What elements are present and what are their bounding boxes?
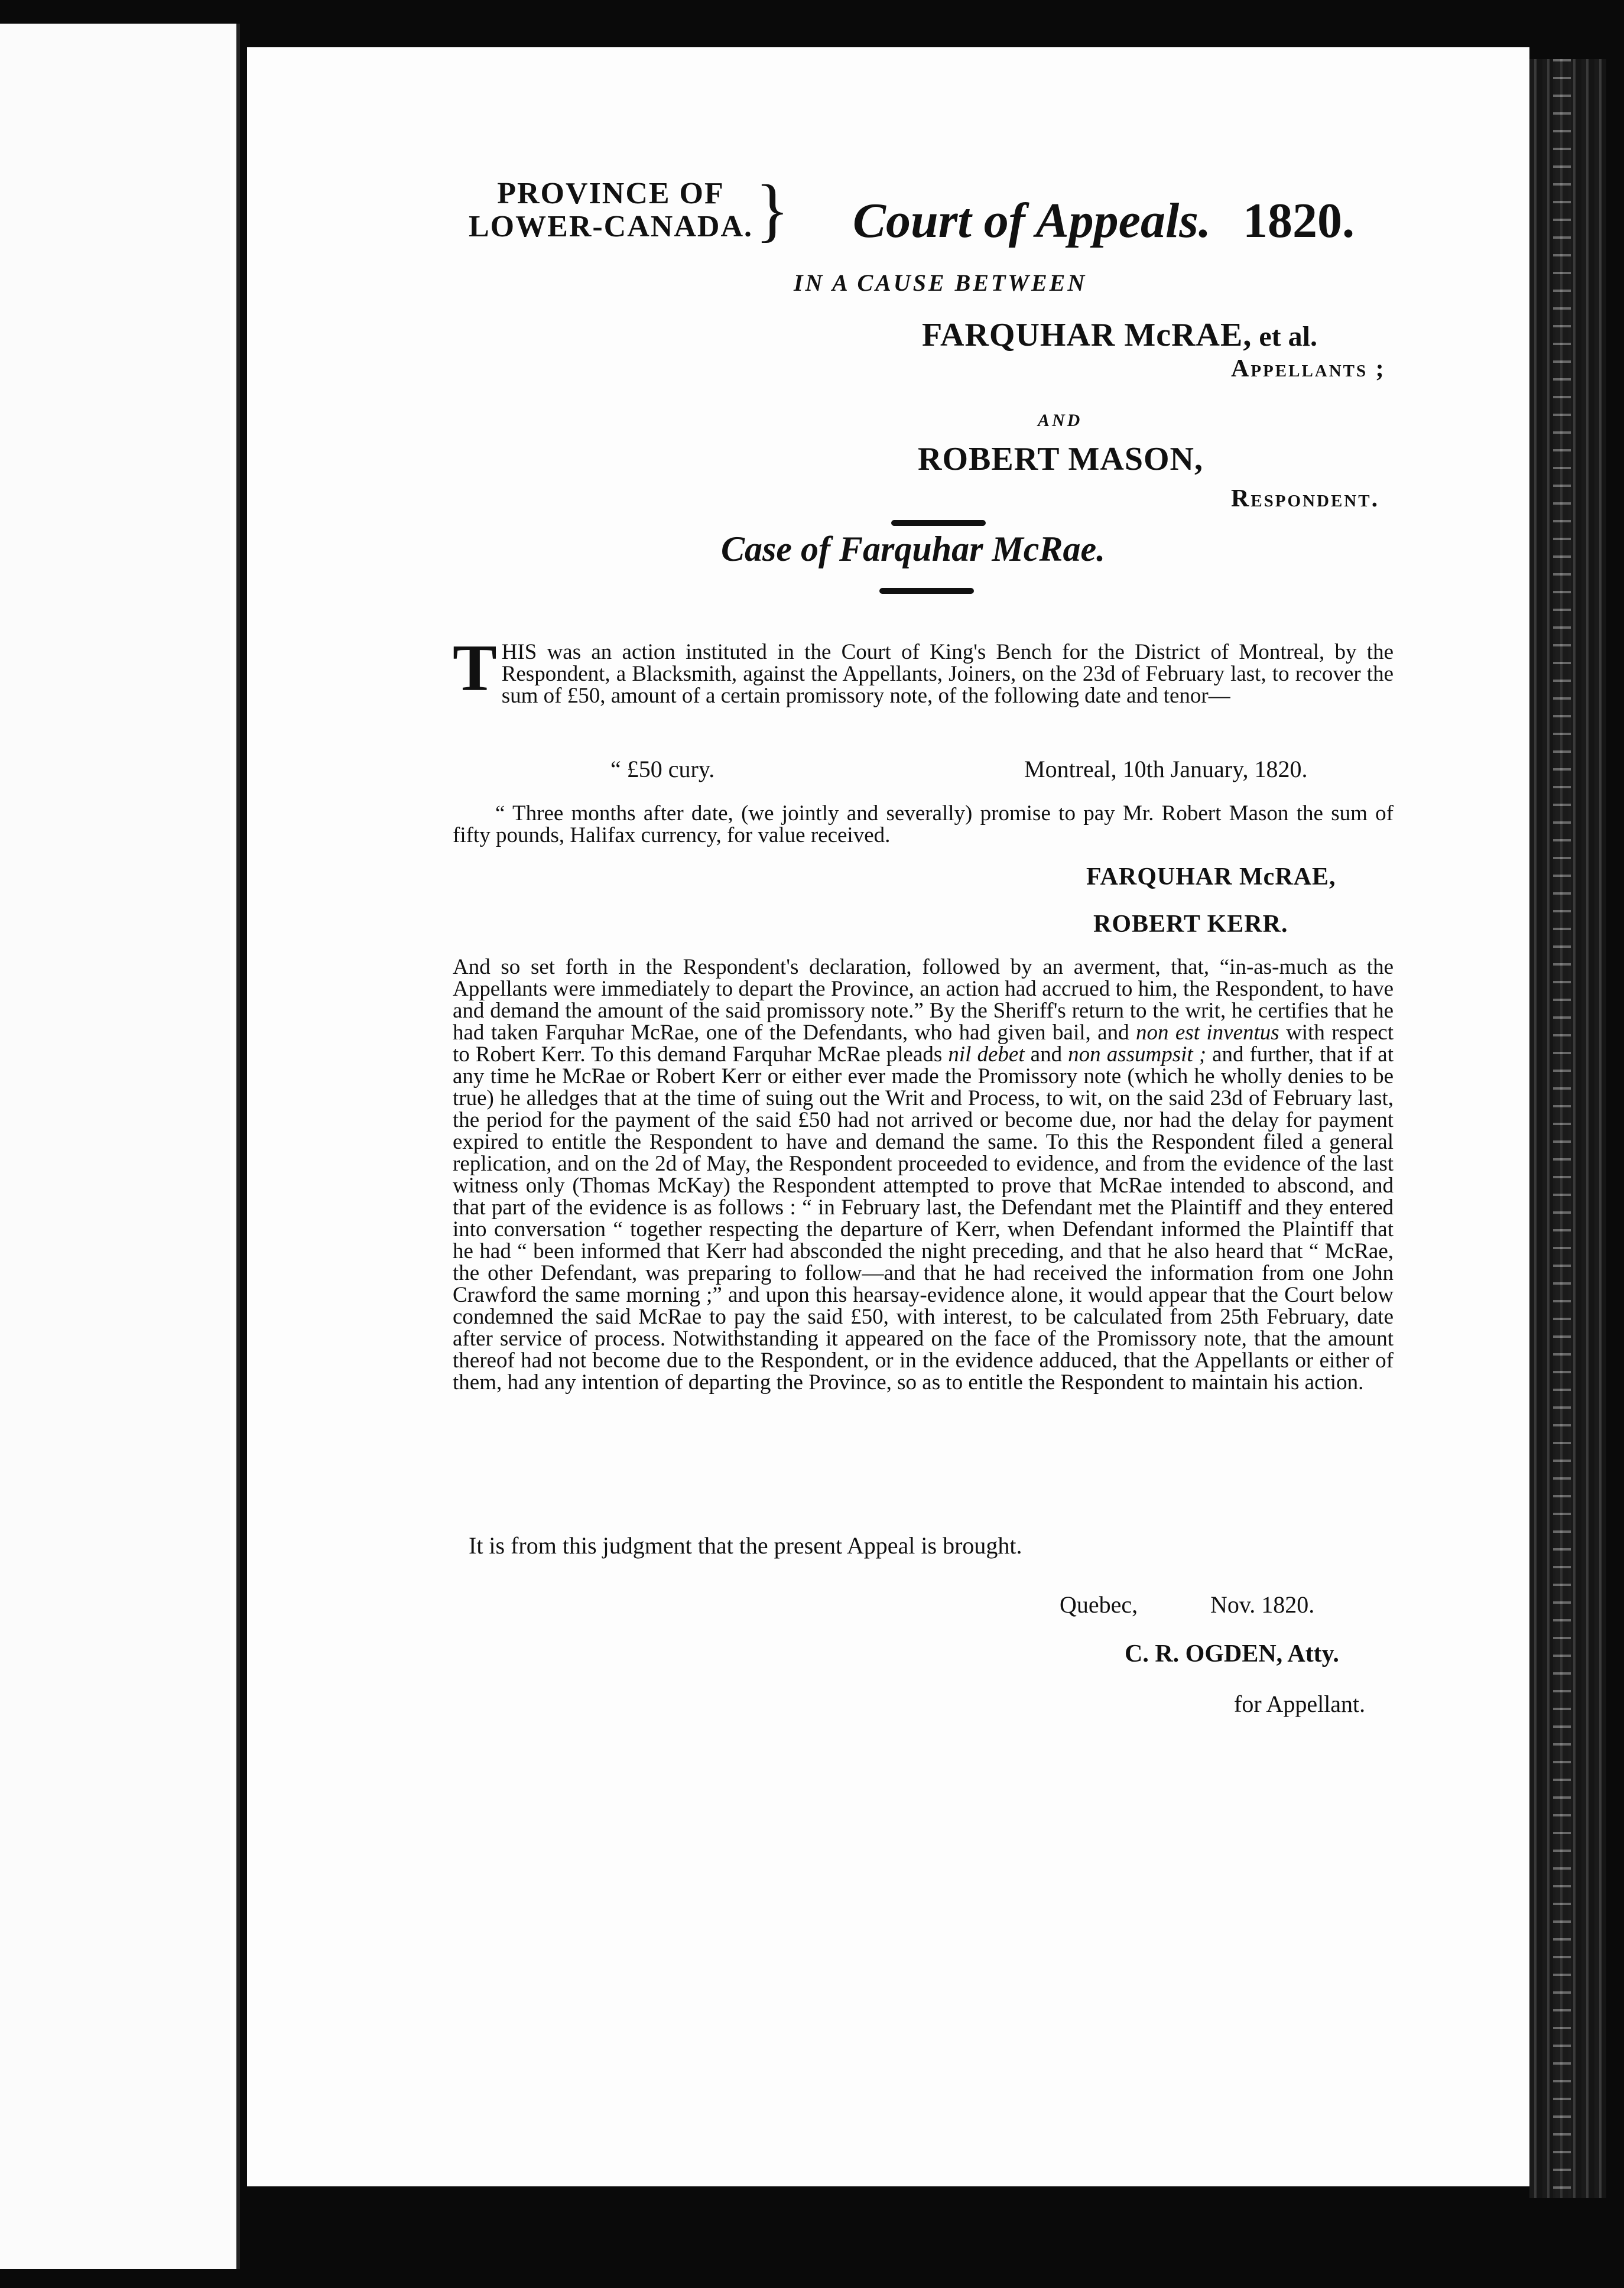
left-page-edge xyxy=(0,24,240,2269)
para2-part3: and xyxy=(1024,1042,1068,1067)
court-year: 1820. xyxy=(1243,193,1355,248)
appellant-name-text: FARQUHAR McRAE, xyxy=(922,317,1252,353)
para2-part2: with respect to Robert Kerr. To this demand Farquhar McRae pleads xyxy=(453,1020,1394,1067)
for-appellant: for Appellant. xyxy=(1234,1691,1366,1717)
divider-rule-top xyxy=(891,520,986,526)
note-text: “ Three months after date, (we jointly and severally) promise to pay Mr. Robert Mason the sum of fifty pounds, Halifax currency, for value received. xyxy=(453,801,1394,847)
province-line-2: LOWER-CANADA. xyxy=(469,210,753,243)
heading-brace: } xyxy=(755,170,790,249)
note-signer-1: FARQUHAR McRAE, xyxy=(1086,863,1336,890)
paragraph-intro-text: HIS was an action instituted in the Court of King's Bench for the District of Montreal, by the Respondent, a Blacksmith, against the Appellants, Joiners, on the 23d of February last, to recover the sum of £50, amount of a certain promissory note, of the following date and tenor— xyxy=(501,640,1394,708)
document-page xyxy=(247,47,1529,2186)
attorney-signature: C. R. OGDEN, Atty. xyxy=(1125,1640,1339,1668)
para2-italic-1: non est inventus xyxy=(1135,1020,1279,1045)
drop-cap: T xyxy=(453,632,497,705)
appellant-suffix: et al. xyxy=(1252,321,1317,352)
para2-part4: and further, that if at any time he McRae or Robert Kerr or either ever made the Promissory note (which he wholly denies to be true) he alledges that at the time of suing out the Writ and Process, to wit, on the said 23d of February last, the period for the payment of the said £50 had not arrived or become due, nor had the delay for payment expired to entitle the Respondent to have and demand the same. To this the Respondent filed a general replication, and on the 2d of May, the Respondent proceeded to evidence, and from the evidence of the last witness only (Thomas McKay) the Respondent attempted to prove that McRae intended to abscond, and that part of the evidence is as follows : “ in February last, the Defendant met the Plaintiff and they entered into conversation “ together respecting the departure of Kerr, when Defendant informed the Plaintiff that he had “ been informed that Kerr had absconded the night preceding, and that he also heard that “ McRae, the other Defendant, was preparing to follow—and that he had received the information from one John Crawford the same morning ;” and upon this hearsay-evidence alone, it would appear that the Court below condemned the said McRae to pay the said £50, with interest, to be calculated from 25th February, date after service of process. Notwithstanding it appeared on the face of the Promissory note, that the amount thereof had not become due to the Respondent, or in the evidence adduced, that the Appellants or either of them, had any intention of departing the Province, so as to entitle the Respondent to maintain his action. xyxy=(453,1042,1394,1395)
paragraph-intro xyxy=(453,632,1394,708)
court-title: Court of Appeals. xyxy=(853,193,1211,248)
respondent-name: ROBERT MASON, xyxy=(918,441,1203,477)
respondent-role: Respondent. xyxy=(1231,485,1380,512)
note-signer-2: ROBERT KERR. xyxy=(1093,911,1288,938)
para2-italic-2: nil debet xyxy=(948,1042,1025,1067)
book-binding-edge xyxy=(1529,59,1606,2198)
province-line-1: PROVINCE OF xyxy=(497,177,725,210)
appellant-name xyxy=(922,316,1317,354)
case-title: Case of Farquhar McRae. xyxy=(721,529,1106,568)
appellant-role: Appellants ; xyxy=(1231,355,1386,382)
divider-rule-bottom xyxy=(879,588,974,594)
para2-italic-3: non assumpsit ; xyxy=(1068,1042,1207,1067)
closing-date: Nov. 1820. xyxy=(1210,1591,1315,1618)
paragraph-appeal: It is from this judgment that the present Appeal is brought. xyxy=(469,1532,1022,1559)
note-place-date: Montreal, 10th January, 1820. xyxy=(1024,756,1308,782)
closing-place: Quebec, xyxy=(1060,1591,1138,1618)
para2-part1: And so set forth in the Respondent's declaration, followed by an averment, that, “in-as-much as the Appellants were immediately to depart the Province, an action had accrued to him, the Respondent, to have and demand the amount of the said promissory note.” By the Sheriff's return to the writ, he certifies that he had taken Farquhar McRae, one of the Defendants, who had given bail, and xyxy=(453,955,1394,1045)
and-label: AND xyxy=(1038,411,1083,430)
cause-between-label: IN A CAUSE BETWEEN xyxy=(794,269,1087,296)
province-heading xyxy=(469,177,753,243)
paragraph-main xyxy=(453,956,1394,1393)
note-amount: “ £50 cury. xyxy=(610,756,715,782)
